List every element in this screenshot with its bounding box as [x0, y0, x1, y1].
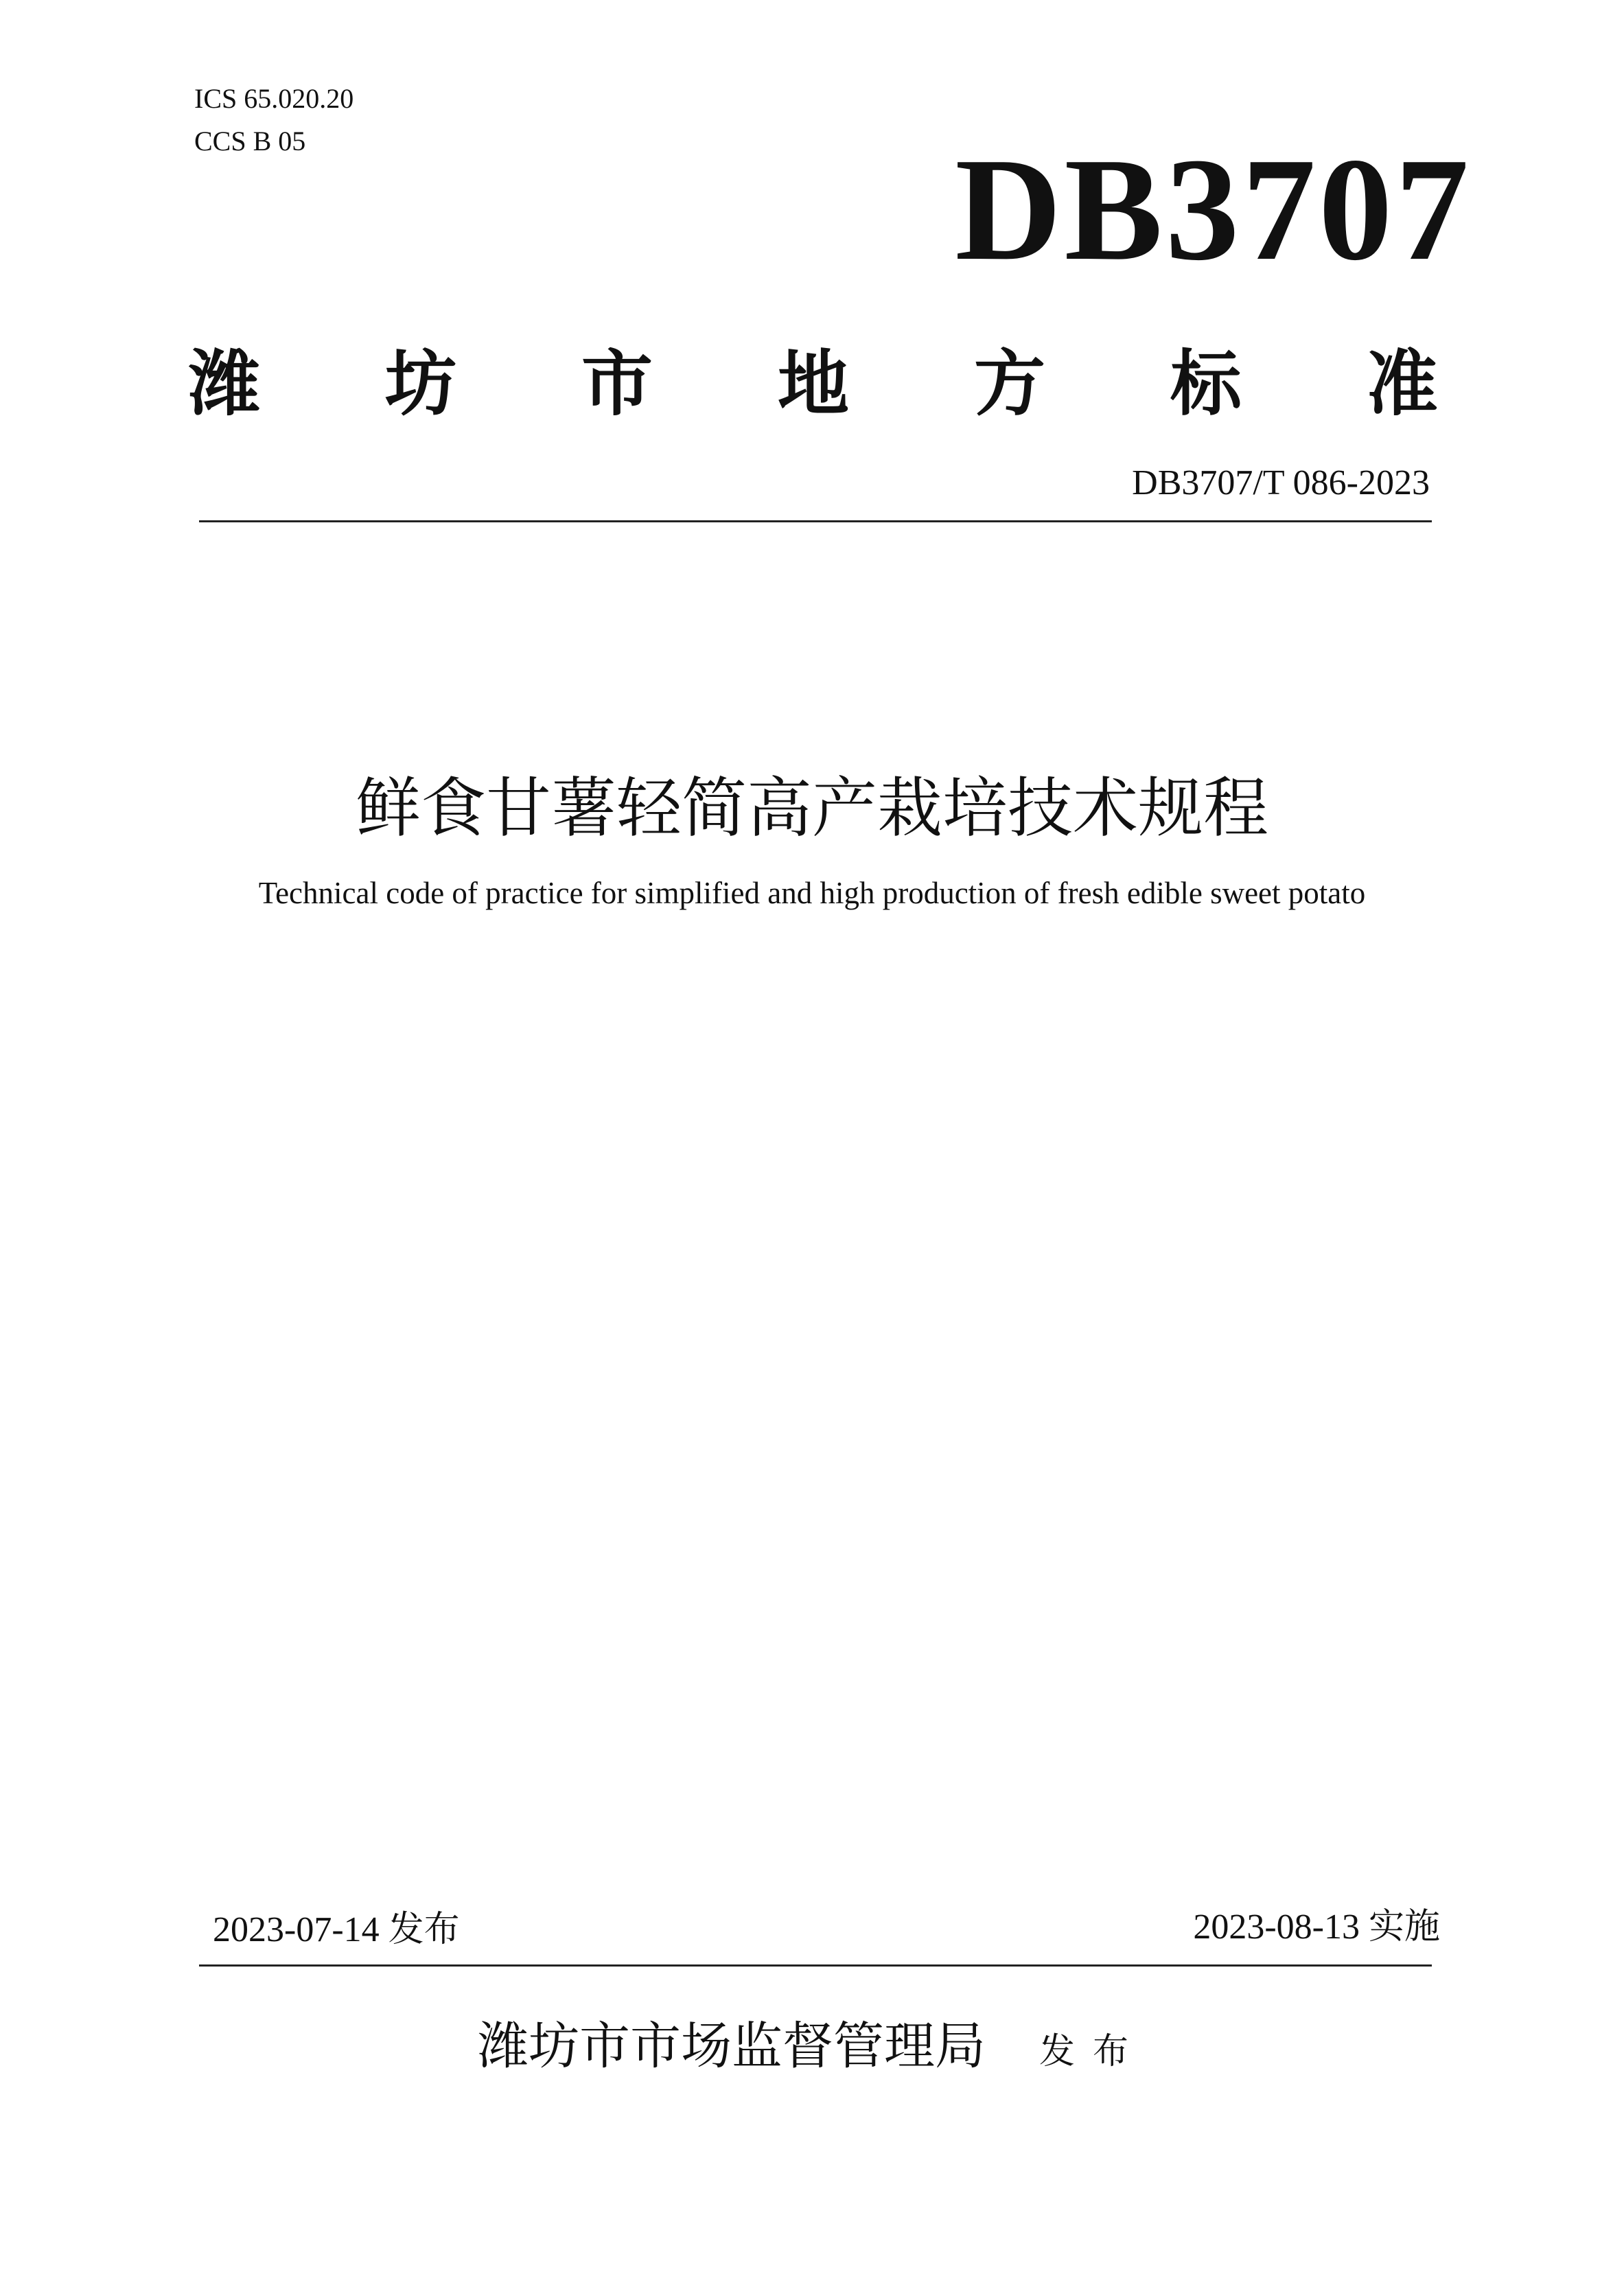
standard-mark: DB3707	[955, 127, 1472, 291]
standard-type-char: 标	[1170, 342, 1242, 426]
standard-code: DB3707/T 086-2023	[1132, 463, 1430, 502]
issue-date: 2023-07-14 发布	[213, 1910, 460, 1949]
title-chinese: 鲜食甘薯轻简高产栽培技术规程	[355, 771, 1268, 846]
standard-type-char: 市	[581, 342, 653, 426]
title-english: Technical code of practice for simplified and high production of fresh edible sweet potato	[258, 876, 1366, 910]
header-divider	[199, 520, 1432, 522]
standard-type-char: 坊	[384, 342, 456, 426]
ics-code: ICS 65.020.20	[194, 83, 354, 114]
footer-divider	[199, 1964, 1432, 1967]
ccs-code: CCS B 05	[194, 126, 306, 156]
issuer-line	[0, 2015, 1624, 2078]
standard-type-char: 潍	[189, 342, 261, 426]
standard-type-char: 地	[777, 342, 849, 426]
standard-type-char: 方	[973, 342, 1045, 426]
issuer-name: 潍坊市市场监督管理局	[477, 2017, 986, 2076]
implementation-date: 2023-08-13 实施	[1193, 1907, 1440, 1947]
issuer-suffix: 发布	[1039, 2031, 1146, 2072]
standard-type	[189, 329, 1438, 426]
standard-type-char: 准	[1366, 342, 1438, 426]
